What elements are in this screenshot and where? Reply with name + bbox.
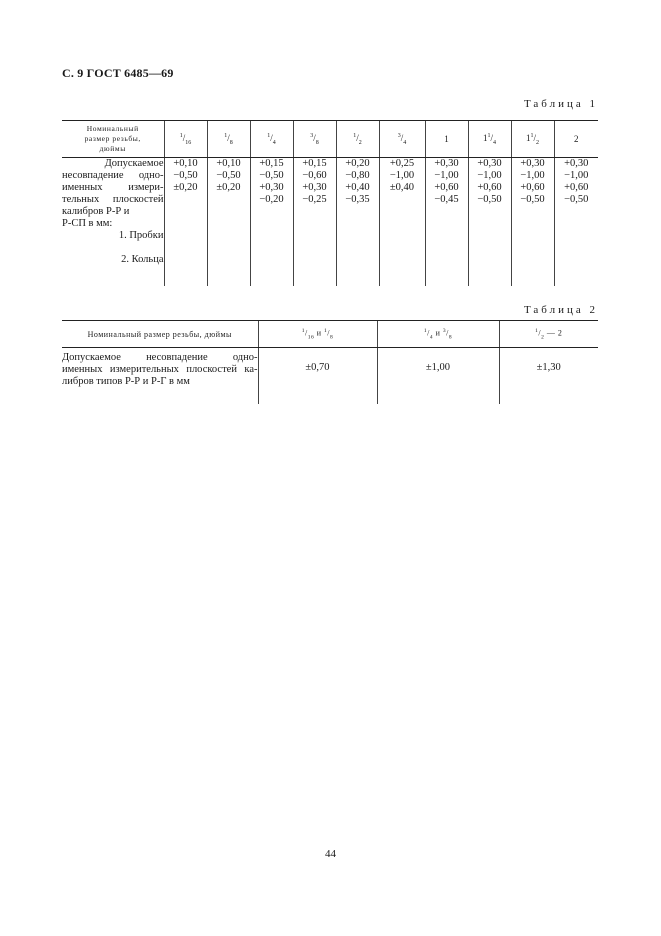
tolerance-value: −1,00 [477, 170, 502, 181]
tolerance-value: −1,00 [434, 170, 459, 181]
tolerance-value: −1,00 [389, 170, 415, 181]
tolerance-value: −0,35 [345, 194, 370, 205]
size-whole: 1 [525, 132, 531, 143]
tolerance-value: −0,45 [434, 194, 459, 205]
tolerance-value: +0,30 [520, 158, 545, 169]
size-numerator: 1 [487, 132, 491, 139]
size-denominator: 16 [185, 139, 192, 146]
size-whole: 1 [444, 134, 449, 144]
tolerance-value: +0,30 [302, 182, 327, 193]
size-numerator: 1 [179, 132, 183, 139]
tolerance-value: −1,00 [520, 170, 545, 181]
size-numerator: 1 [267, 132, 271, 139]
size-denominator: 2 [358, 139, 362, 146]
tolerance-value [165, 194, 207, 206]
table1-value-cell [425, 158, 468, 287]
tolerance-value: +0,10 [216, 158, 241, 169]
tolerance-value: −0,50 [520, 194, 545, 205]
table1-value-cell [468, 158, 511, 287]
tolerance-value: +0,60 [434, 182, 459, 193]
table2-row-label [62, 348, 258, 405]
size-denominator: 4 [493, 139, 496, 146]
size-denominator: 8 [229, 139, 233, 146]
row-label-line: Допускаемое [104, 158, 164, 169]
table1-size-header: $1^1/_2$ [511, 121, 554, 158]
size-conjunction: — 2 [544, 328, 563, 338]
size-denominator: 8 [448, 334, 453, 341]
size-numerator: 1 [224, 132, 228, 139]
tolerance-value: −1,00 [564, 170, 589, 181]
table1-size-header: $^1/_2$ [336, 121, 379, 158]
size-numerator: 1 [353, 132, 357, 139]
tolerance-value: +0,30 [259, 182, 284, 193]
table1-size-header: $^3/_8$ [293, 121, 336, 158]
size-whole: 1 [482, 132, 488, 143]
table1-header-label [62, 121, 164, 158]
size-numerator: 3 [397, 132, 401, 139]
size-numerator: 3 [442, 327, 447, 334]
tolerance-value: +0,30 [477, 158, 502, 169]
tolerance-value: −0,50 [216, 170, 241, 181]
table1-size-header: $^3/_4$ [379, 121, 425, 158]
row-label-line: тельных плоскостей [62, 194, 164, 205]
table1-size-header: $^1/_4$ [250, 121, 293, 158]
tolerance-value: ±0,20 [173, 182, 198, 193]
row-label-line: именных измери- [62, 182, 164, 193]
sub-label-probes: 1. Пробки [118, 230, 164, 241]
row-label-line: несовпадение одно- [62, 170, 164, 181]
tolerance-value: −0,50 [173, 170, 198, 181]
tolerance-value: +0,10 [173, 158, 198, 169]
table1-value-cell [336, 158, 379, 287]
size-numerator: 1 [423, 327, 428, 334]
table1-value-cell [250, 158, 293, 287]
tolerance-value [208, 194, 250, 206]
tolerance-value: ±0,20 [216, 182, 241, 193]
tolerance-value: +0,20 [345, 158, 370, 169]
size-denominator: 4 [272, 139, 276, 146]
size-denominator: 8 [330, 334, 334, 341]
table1-size-header: $^1/_8$ [207, 121, 250, 158]
table2-header-label: Номинальный размер резьбы, дюймы [62, 321, 258, 348]
size-denominator: 4 [429, 334, 434, 341]
tolerance-value: +0,25 [389, 158, 415, 169]
size-numerator: 1 [535, 327, 539, 334]
table1-size-header: $1^1/_4$ [468, 121, 511, 158]
tolerance-value: +0,40 [345, 182, 370, 193]
table1 [62, 120, 598, 286]
sub-label-rings: 2. Кольца [121, 254, 164, 265]
tolerance-value: +0,60 [520, 182, 545, 193]
tolerance-value: +0,60 [477, 182, 502, 193]
page-number: 44 [325, 848, 336, 860]
size-conjunction: и [433, 328, 443, 338]
row-label-line: Р-СП в мм: [62, 218, 113, 229]
size-numerator: 3 [310, 132, 314, 139]
size-conjunction: и [314, 328, 325, 338]
table1-value-cell [379, 158, 425, 287]
table1-size-header [425, 121, 468, 158]
tolerance-value: −0,50 [259, 170, 284, 181]
row-label-line: либров типов Р-Р и Р-Г в мм [62, 376, 190, 387]
table1-size-header: $^1/_{16}$ [164, 121, 207, 158]
tolerance-value: −0,20 [259, 194, 284, 205]
size-denominator: 4 [403, 139, 407, 146]
size-denominator: 8 [315, 139, 319, 146]
table2-size-header: $^1/_{16}$ и $^1/_8$ [258, 321, 377, 348]
table2-data-row [62, 348, 598, 405]
table1-size-header [554, 121, 598, 158]
table2-caption: Таблица 2 [523, 304, 598, 316]
header-label-line: Номинальный [86, 124, 139, 133]
table2-value-cell: ±0,70 [258, 348, 377, 405]
page-header: С. 9 ГОСТ 6485—69 [62, 66, 174, 80]
tolerance-value: +0,30 [564, 158, 589, 169]
tolerance-value: −0,80 [345, 170, 370, 181]
table2 [62, 320, 598, 404]
row-label-line: Допускаемое несовпадение одно- [62, 352, 258, 363]
table1-value-cell [164, 158, 207, 287]
table1-data-row [62, 158, 598, 287]
table2-value-cell: ±1,30 [499, 348, 598, 405]
size-denominator: 2 [536, 139, 539, 146]
row-label-line: именных измерительных плоскостей ка- [62, 364, 258, 375]
table2-value-cell: ±1,00 [377, 348, 499, 405]
size-whole: 2 [574, 134, 579, 144]
table1-value-cell [293, 158, 336, 287]
tolerance-value [380, 194, 425, 206]
table1-caption: Таблица 1 [523, 98, 598, 110]
size-numerator: 1 [530, 132, 534, 139]
tolerance-value: +0,60 [564, 182, 589, 193]
header-label-line: дюймы [99, 144, 126, 153]
size-numerator: 1 [324, 327, 328, 334]
row-label-line: калибров Р-Р и [62, 206, 130, 217]
tolerance-value: +0,15 [302, 158, 327, 169]
header-label-line: размер резьбы, [84, 134, 141, 143]
tolerance-value: +0,15 [259, 158, 284, 169]
size-denominator: 2 [541, 334, 545, 341]
table1-value-cell [511, 158, 554, 287]
tolerance-value: ±0,40 [389, 182, 415, 193]
table1-header-row [62, 121, 598, 158]
table1-row-label [62, 158, 164, 287]
table1-value-cell [554, 158, 598, 287]
size-denominator: 16 [307, 334, 315, 341]
table1-value-cell [207, 158, 250, 287]
table2-size-header: $^1/_4$ и $^3/_8$ [377, 321, 499, 348]
tolerance-value: +0,30 [434, 158, 459, 169]
table2-header-row [62, 321, 598, 348]
size-numerator: 1 [301, 327, 305, 334]
tolerance-value: −0,50 [477, 194, 502, 205]
table2-size-header: $^1/_2$ — 2 [499, 321, 598, 348]
tolerance-value: −0,60 [302, 170, 327, 181]
tolerance-value: −0,50 [564, 194, 589, 205]
tolerance-value: −0,25 [302, 194, 327, 205]
